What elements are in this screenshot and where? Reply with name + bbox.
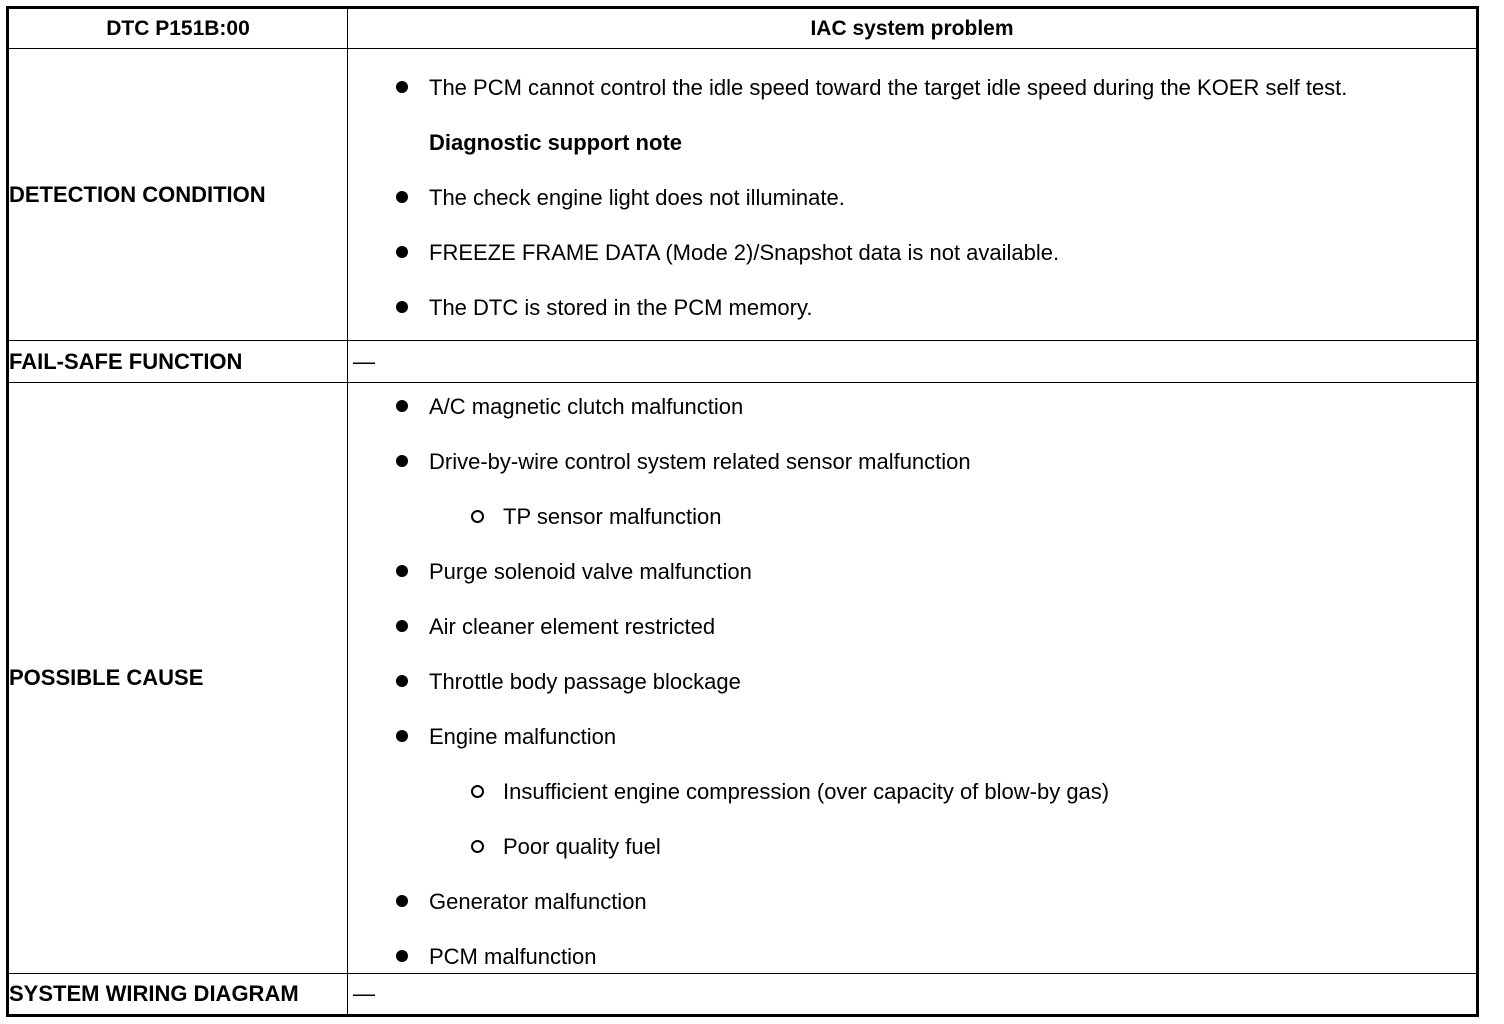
list-item-text: Poor quality fuel bbox=[503, 833, 661, 859]
list-item-text: Generator malfunction bbox=[429, 888, 647, 914]
fail-safe-function-value: — bbox=[353, 348, 375, 374]
list-item bbox=[348, 612, 1476, 641]
system-wiring-diagram-value: — bbox=[353, 981, 375, 1006]
list-item bbox=[348, 183, 1476, 212]
bullet-circle-icon bbox=[471, 510, 484, 523]
list-item-text: Air cleaner element restricted bbox=[429, 613, 716, 639]
detection-condition-list bbox=[348, 73, 1476, 322]
bullet-dot-icon bbox=[396, 455, 408, 467]
list-item-text: The check engine light does not illuminate. bbox=[429, 185, 845, 210]
list-item-text: Drive-by-wire control system related sensor malfunction bbox=[429, 448, 971, 474]
dtc-title: IAC system problem bbox=[348, 8, 1478, 49]
bullet-dot-icon bbox=[396, 81, 408, 93]
bullet-dot-icon bbox=[396, 675, 408, 687]
list-item bbox=[348, 557, 1476, 586]
list-item bbox=[348, 942, 1476, 971]
diagnostic-support-note-heading: Diagnostic support note bbox=[429, 130, 682, 155]
sub-list-item bbox=[348, 777, 1476, 806]
possible-cause-label: POSSIBLE CAUSE bbox=[8, 383, 348, 974]
list-item-text: Engine malfunction bbox=[429, 723, 617, 749]
list-item bbox=[348, 73, 1476, 102]
bullet-circle-icon bbox=[471, 785, 484, 798]
bullet-dot-icon bbox=[396, 730, 408, 742]
bullet-dot-icon bbox=[396, 246, 408, 258]
list-item-text: The PCM cannot control the idle speed toward the target idle speed during the KOER self test. bbox=[429, 75, 1348, 100]
bullet-dot-icon bbox=[396, 895, 408, 907]
fail-safe-function-row bbox=[8, 341, 1478, 383]
list-item bbox=[348, 667, 1476, 696]
bullet-dot-icon bbox=[396, 400, 408, 412]
fail-safe-function-content bbox=[348, 341, 1478, 383]
list-item-text: The DTC is stored in the PCM memory. bbox=[429, 295, 813, 320]
sub-list-item bbox=[348, 832, 1476, 861]
detection-condition-label: DETECTION CONDITION bbox=[8, 49, 348, 341]
bullet-dot-icon bbox=[396, 620, 408, 632]
bullet-dot-icon bbox=[396, 950, 408, 962]
list-item bbox=[348, 238, 1476, 267]
list-item-text: FREEZE FRAME DATA (Mode 2)/Snapshot data is not available. bbox=[429, 240, 1060, 265]
possible-cause-row bbox=[8, 383, 1478, 974]
system-wiring-diagram-content bbox=[348, 974, 1478, 1016]
bullet-dot-icon bbox=[396, 191, 408, 203]
bullet-dot-icon bbox=[396, 565, 408, 577]
list-item bbox=[348, 293, 1476, 322]
possible-cause-content bbox=[348, 383, 1478, 974]
dtc-code: DTC P151B:00 bbox=[8, 8, 348, 49]
list-item bbox=[348, 392, 1476, 421]
list-item-text: Throttle body passage blockage bbox=[429, 668, 741, 694]
sub-list-item bbox=[348, 502, 1476, 531]
list-item bbox=[348, 887, 1476, 916]
fail-safe-function-label: FAIL-SAFE FUNCTION bbox=[8, 341, 348, 383]
list-item bbox=[348, 447, 1476, 476]
list-item-text: Purge solenoid valve malfunction bbox=[429, 558, 752, 584]
possible-cause-list bbox=[348, 392, 1476, 971]
dtc-table bbox=[6, 6, 1479, 1017]
system-wiring-diagram-label: SYSTEM WIRING DIAGRAM bbox=[8, 974, 348, 1016]
list-item bbox=[348, 722, 1476, 751]
list-item-text: A/C magnetic clutch malfunction bbox=[429, 393, 744, 419]
list-item-text: TP sensor malfunction bbox=[503, 503, 722, 529]
detection-condition-content bbox=[348, 49, 1478, 341]
bullet-circle-icon bbox=[471, 840, 484, 853]
bullet-dot-icon bbox=[396, 301, 408, 313]
detection-condition-row bbox=[8, 49, 1478, 341]
system-wiring-diagram-row bbox=[8, 974, 1478, 1016]
header-row bbox=[8, 8, 1478, 49]
list-item-text: PCM malfunction bbox=[429, 943, 597, 969]
list-item-text: Insufficient engine compression (over capacity of blow-by gas) bbox=[503, 778, 1110, 804]
